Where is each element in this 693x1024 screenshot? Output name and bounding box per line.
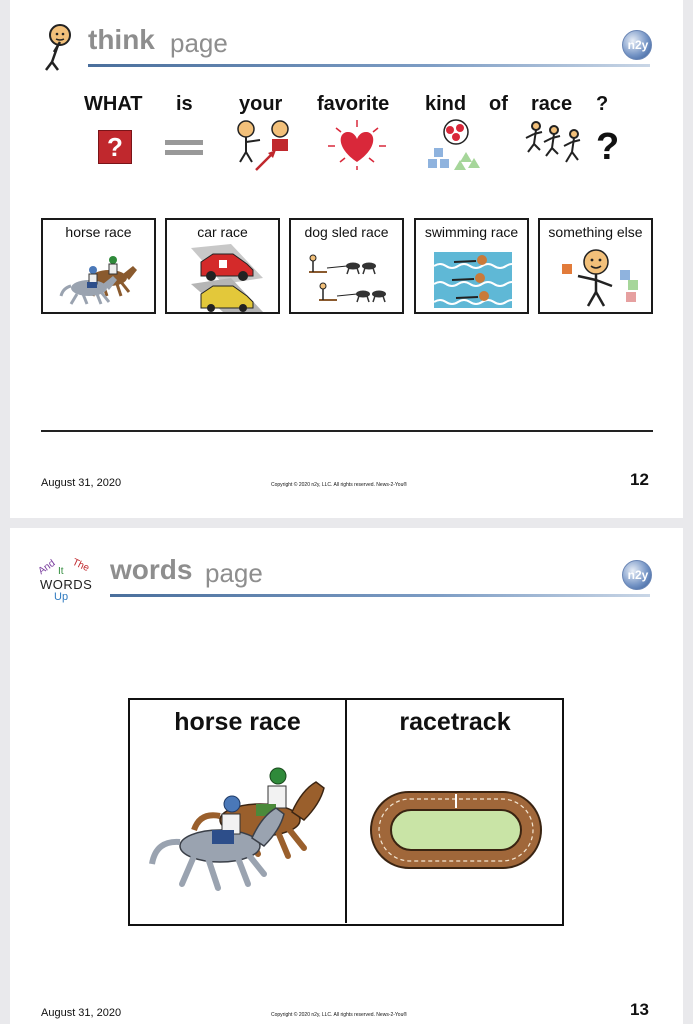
n2y-logo: n2y xyxy=(622,560,652,590)
question-word: your xyxy=(239,93,283,115)
equals-icon xyxy=(165,138,203,158)
question-word: kind xyxy=(425,93,467,115)
question-word: favorite xyxy=(317,93,390,115)
think-page xyxy=(10,0,683,518)
question-mark-symbol: ? xyxy=(596,126,620,168)
title-rule xyxy=(88,64,650,67)
page-number: 13 xyxy=(630,1000,649,1019)
car-race-icon xyxy=(191,244,263,312)
choice-label: car race xyxy=(197,224,248,240)
word-card-horse-race[interactable] xyxy=(130,700,347,923)
choice-label: swimming race xyxy=(424,224,519,240)
n2y-logo: n2y xyxy=(622,30,652,60)
footer-copyright: Copyright © 2020 n2y, LLC. All rights reserved. News-2-You® xyxy=(271,482,408,488)
horse-race-icon xyxy=(59,250,139,306)
dog-sled-icon xyxy=(307,254,391,306)
page-title-sub: page xyxy=(205,558,263,588)
word-card-label: horse race xyxy=(174,708,301,736)
footer-copyright: Copyright © 2020 n2y, LLC. All rights reserved. News-2-You® xyxy=(271,1012,408,1018)
choice-label: something else xyxy=(548,224,643,240)
title-rule xyxy=(110,594,650,597)
your-icon xyxy=(232,118,294,174)
footer-date: August 31, 2020 xyxy=(41,1007,122,1019)
choice-card-horse-race[interactable] xyxy=(41,218,156,314)
page-title-sub: page xyxy=(170,28,228,58)
choice-label: dog sled race xyxy=(304,224,389,240)
words-up-logo: And It The WORDS Up xyxy=(36,556,93,603)
choice-card-swimming-race[interactable] xyxy=(414,218,529,314)
words-page xyxy=(10,528,683,1024)
kind-shapes-icon xyxy=(422,118,486,172)
question-word: of xyxy=(489,93,508,115)
choice-card-something-else[interactable] xyxy=(538,218,653,314)
page-number: 12 xyxy=(630,470,649,489)
swimming-race-icon xyxy=(434,252,512,308)
writing-line xyxy=(41,430,653,432)
question-word: WHAT xyxy=(84,93,143,115)
word-cards-frame xyxy=(128,698,564,926)
what-question-icon: ? xyxy=(98,130,132,164)
thinking-person-icon xyxy=(38,22,78,72)
word-card-label: racetrack xyxy=(399,708,511,736)
favorite-heart-icon xyxy=(326,118,388,172)
choice-card-car-race[interactable] xyxy=(165,218,280,314)
footer-date: August 31, 2020 xyxy=(41,477,122,489)
page-title-main: words xyxy=(110,554,193,585)
something-else-icon xyxy=(556,246,640,310)
racetrack-icon xyxy=(369,790,543,870)
question-word: is xyxy=(176,93,193,115)
choice-label: horse race xyxy=(65,224,132,240)
race-runners-icon xyxy=(522,120,586,170)
question-word: ? xyxy=(596,93,609,115)
question-word: race xyxy=(531,93,573,115)
word-card-racetrack[interactable] xyxy=(349,700,561,923)
horse-race-icon xyxy=(148,764,330,896)
page-title-main: think xyxy=(88,24,155,55)
choice-card-dog-sled-race[interactable] xyxy=(289,218,404,314)
